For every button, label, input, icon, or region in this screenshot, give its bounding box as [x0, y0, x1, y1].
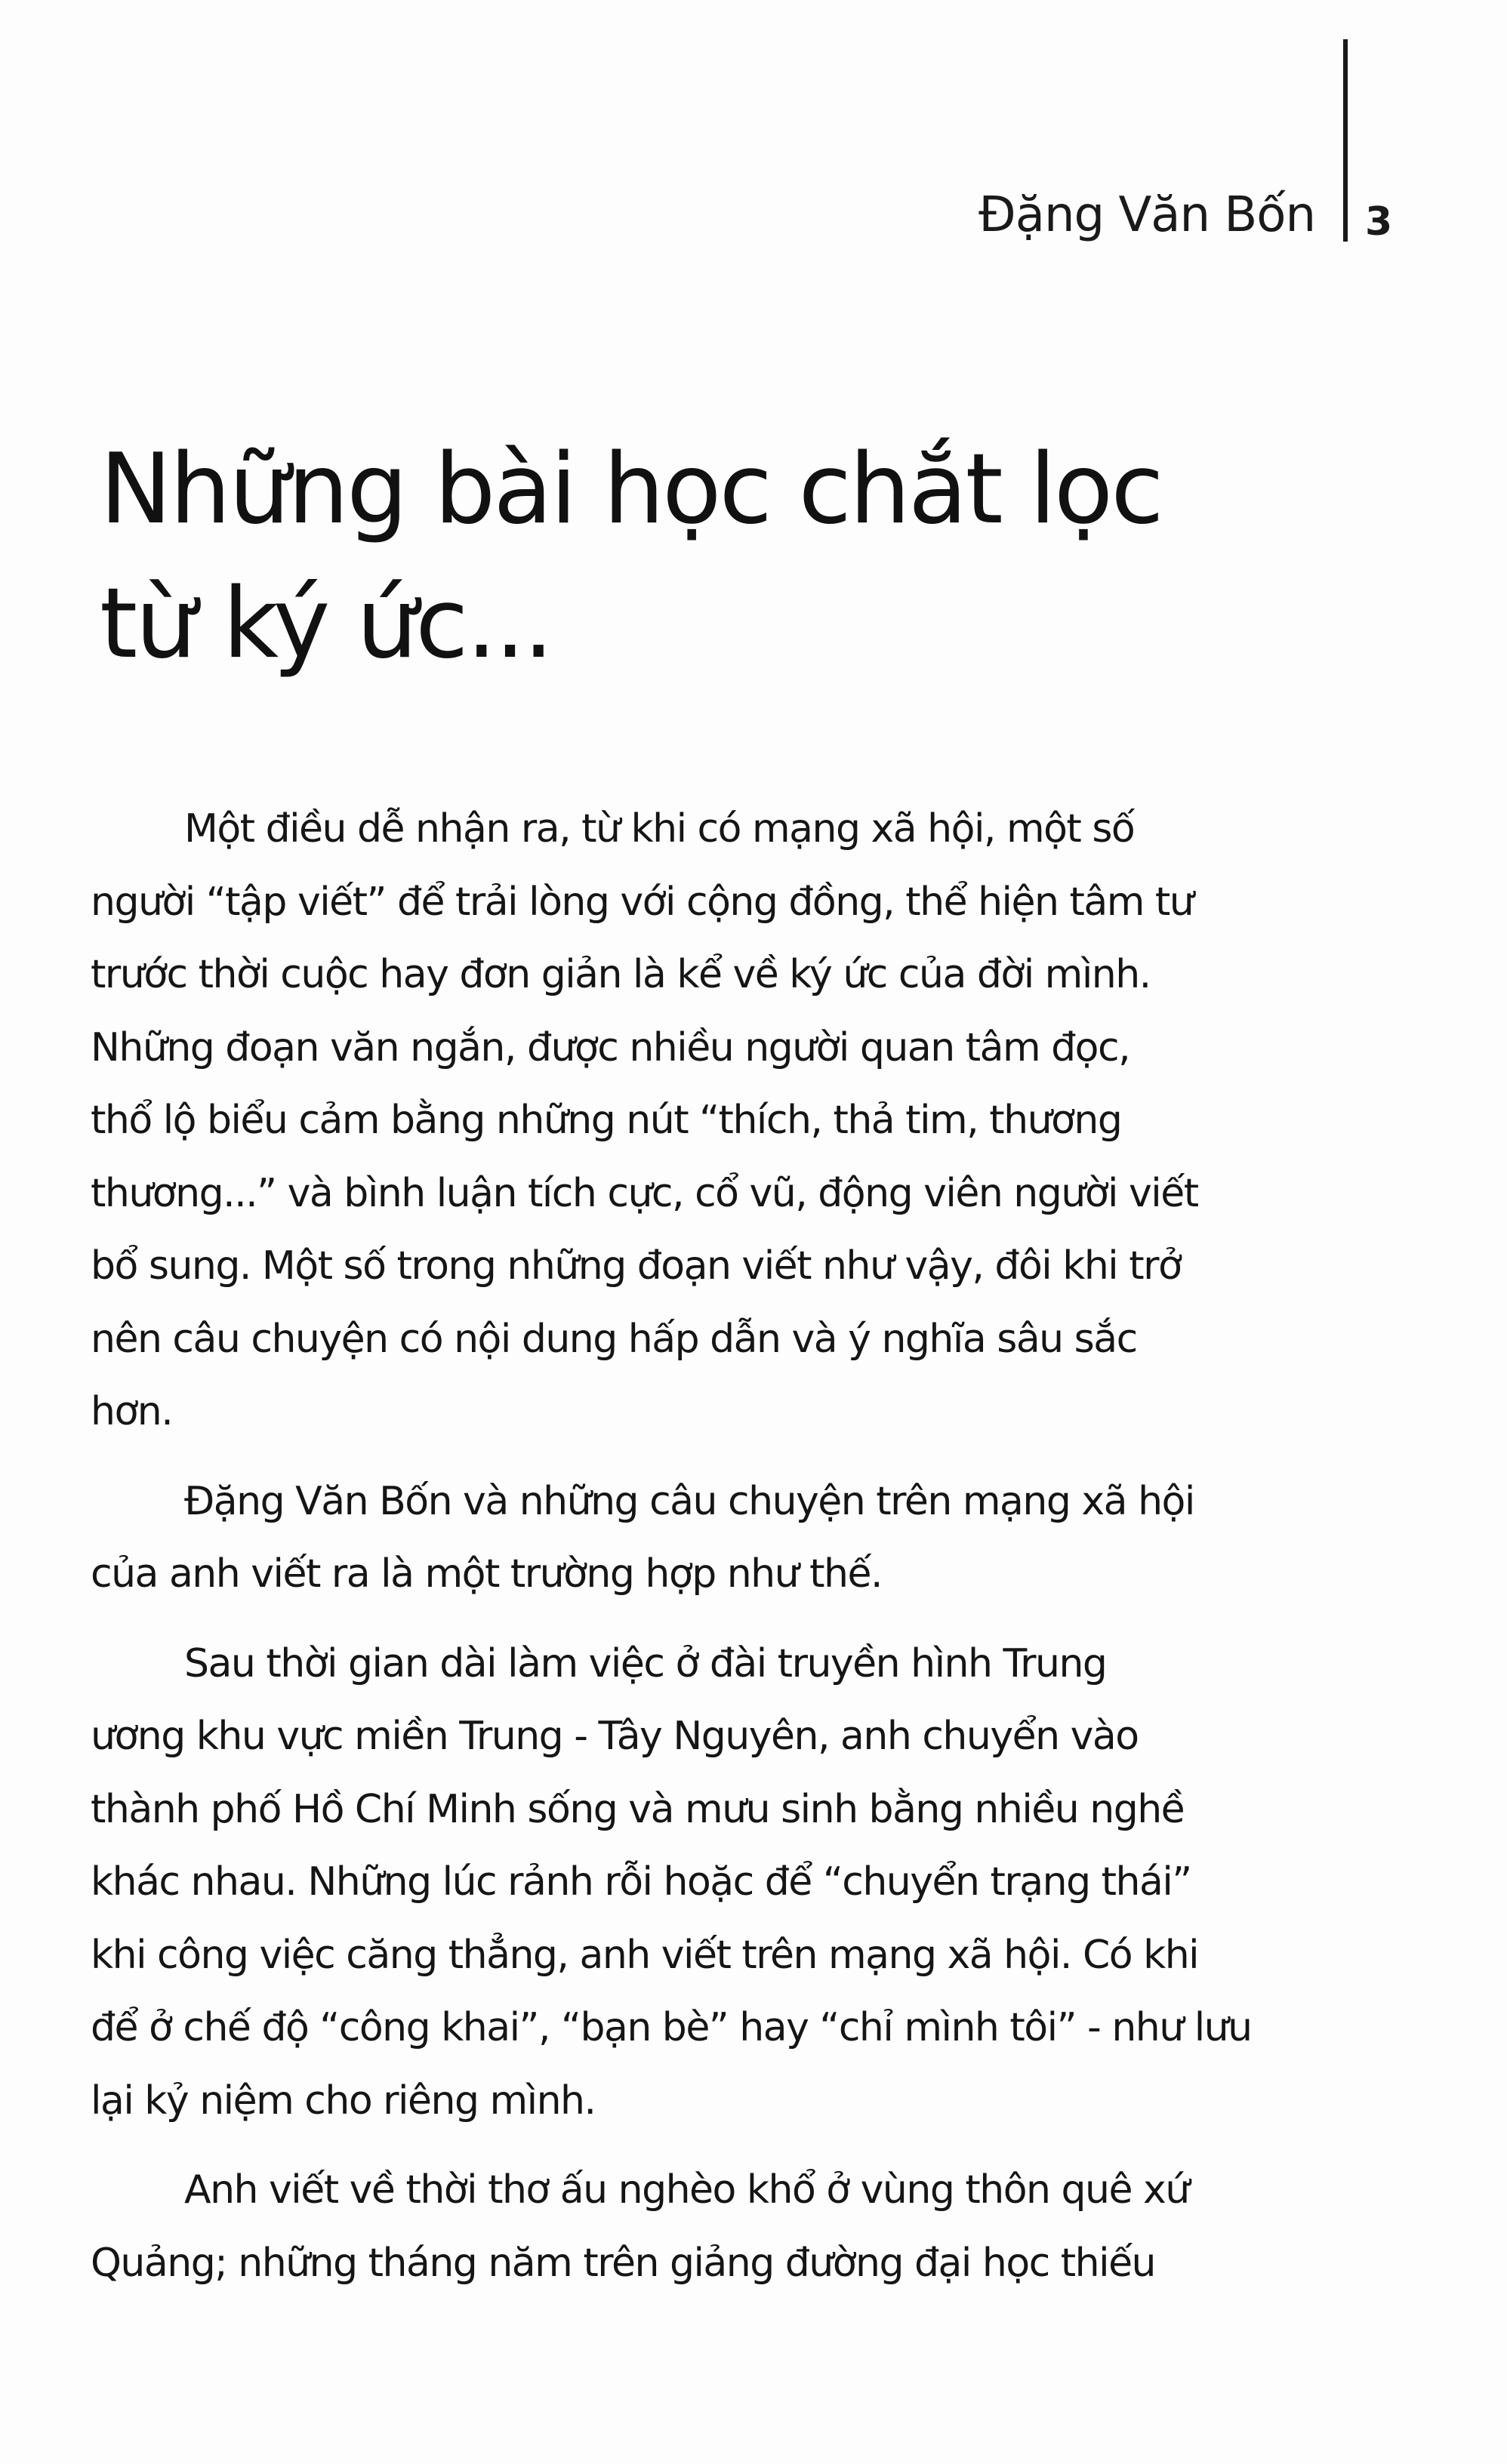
text-line: ương khu vực miền Trung - Tây Nguyên, anh chuyển vào — [91, 1714, 1139, 1759]
text-line: thương...” và bình luận tích cực, cổ vũ, động viên người viết — [91, 1170, 1198, 1216]
text-line: trước thời cuộc hay đơn giản là kể về ký ức của đời mình. — [91, 952, 1151, 997]
text-line: Quảng; những tháng năm trên giảng đường đại học thiếu — [91, 2240, 1156, 2286]
text-line: nên câu chuyện có nội dung hấp dẫn và ý nghĩa sâu sắc — [91, 1316, 1137, 1362]
text-line: người “tập viết” để trải lòng với cộng đồng, thể hiện tâm tư — [91, 879, 1194, 925]
text-line: bổ sung. Một số trong những đoạn viết như vậy, đôi khi trở — [91, 1243, 1182, 1289]
paragraph-2 — [91, 1465, 1344, 1611]
chapter-title-line: từ ký ức... — [100, 568, 552, 680]
text-line: khi công việc căng thẳng, anh viết trên mạng xã hội. Có khi — [91, 1932, 1199, 1978]
running-head-author: Đặng Văn Bốn — [978, 187, 1315, 243]
page-number: 3 — [1365, 199, 1393, 245]
text-line: Một điều dễ nhận ra, từ khi có mạng xã hội, một số — [184, 806, 1135, 852]
text-line: của anh viết ra là một trường hợp như thế. — [91, 1551, 882, 1597]
text-line: lại kỷ niệm cho riêng mình. — [91, 2077, 596, 2124]
chapter-title-line: Những bài học chắt lọc — [100, 433, 1162, 546]
text-line: Những đoạn văn ngắn, được nhiều người quan tâm đọc, — [91, 1024, 1130, 1070]
text-line: để ở chế độ “công khai”, “bạn bè” hay “chỉ mình tôi” - như lưu — [91, 2005, 1252, 2050]
text-line: Anh viết về thời thơ ấu nghèo khổ ở vùng thôn quê xứ — [184, 2167, 1189, 2213]
text-line: thổ lộ biểu cảm bằng những nút “thích, thả tim, thương — [91, 1098, 1122, 1143]
header-vertical-rule — [1343, 39, 1348, 242]
body-text — [91, 793, 1344, 2316]
text-line: Sau thời gian dài làm việc ở đài truyền hình Trung — [184, 1640, 1107, 1686]
paragraph-3 — [91, 1628, 1344, 2138]
text-line: thành phố Hồ Chí Minh sống và mưu sinh bằng nhiều nghề — [91, 1786, 1185, 1832]
paragraph-4 — [91, 2154, 1344, 2299]
text-line: hơn. — [91, 1389, 173, 1434]
paragraph-1 — [91, 793, 1344, 1449]
text-line: Đặng Văn Bốn và những câu chuyện trên mạng xã hội — [184, 1478, 1194, 1524]
running-header — [0, 181, 1507, 249]
chapter-title — [100, 423, 1383, 691]
text-line: khác nhau. Những lúc rảnh rỗi hoặc để “chuyển trạng thái” — [91, 1859, 1191, 1905]
